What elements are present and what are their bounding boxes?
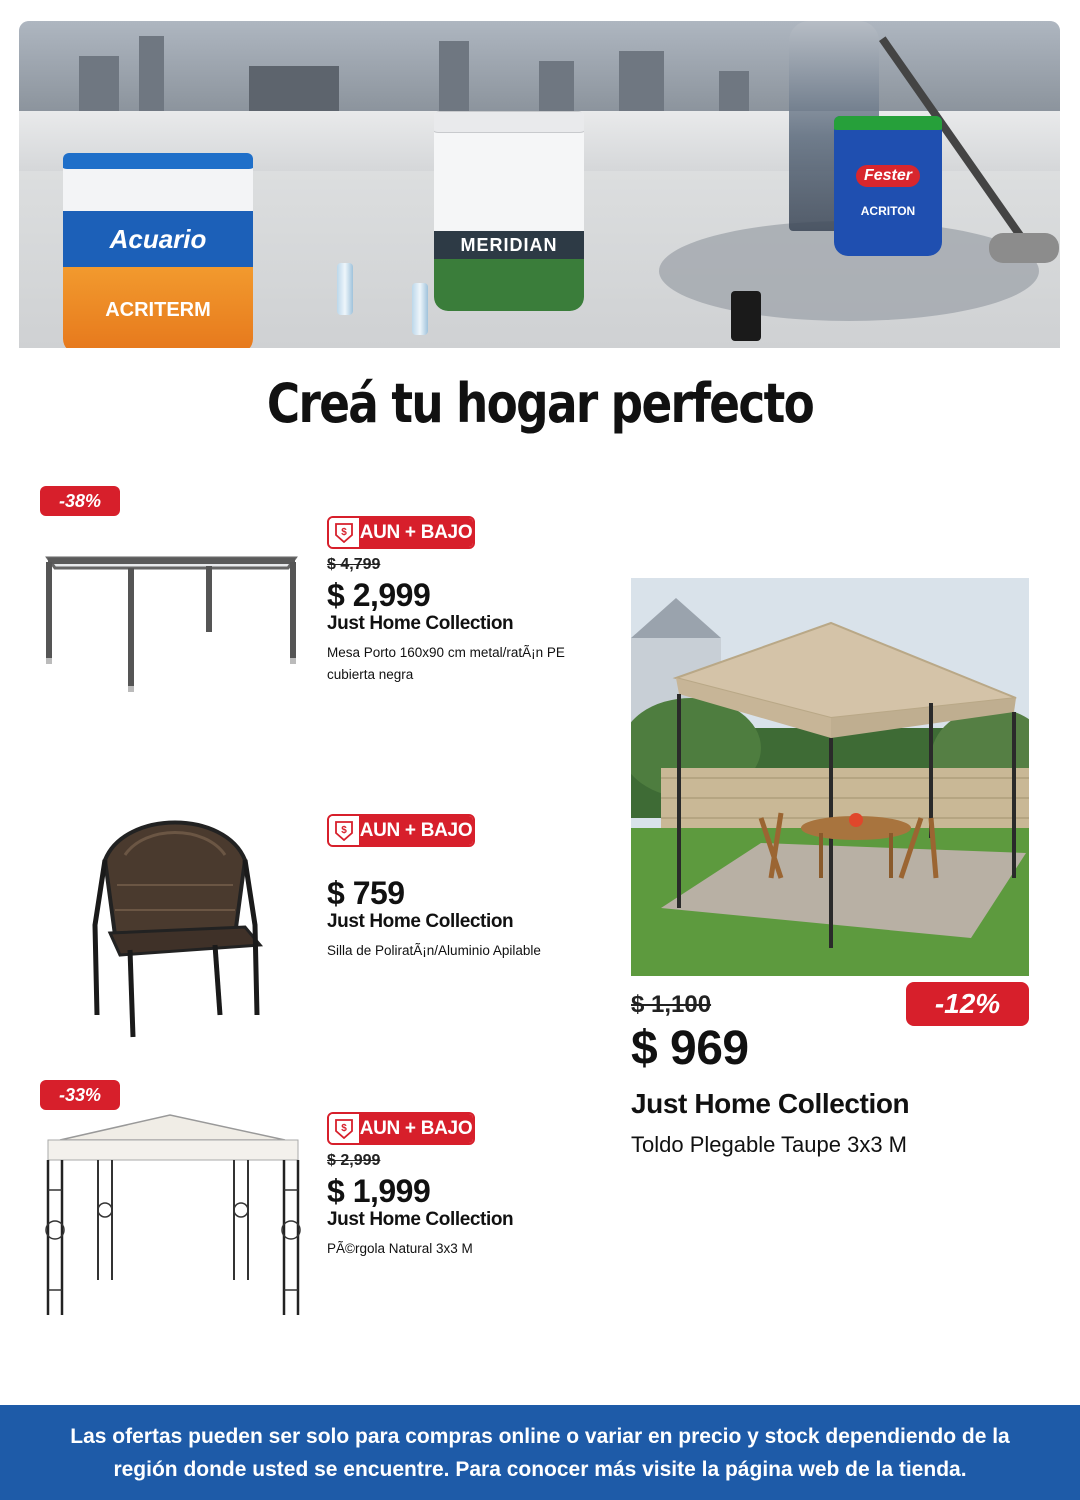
svg-text:$: $: [341, 526, 347, 538]
acuario-bucket: [63, 153, 253, 348]
acriterm-brand: ACRITERM: [63, 267, 253, 348]
price-down-icon: [329, 518, 359, 547]
product-image-chair[interactable]: [85, 815, 265, 1040]
disclaimer-text: Las ofertas pueden ser solo para compras online o variar en precio y stock dependiendo de la región donde usted se encuentre. Para conocer más visite la página web de la tienda.: [70, 1424, 1010, 1481]
current-price: $ 1,999: [327, 1173, 431, 1209]
featured-old-price: $ 1,100: [631, 991, 712, 1018]
discount-badge: -38%: [40, 486, 120, 516]
featured-current-price: $ 969: [631, 1022, 749, 1075]
fester-bucket: [834, 116, 942, 256]
product-image-pergola[interactable]: [40, 1110, 305, 1320]
old-price: $ 2,999: [327, 1152, 381, 1169]
featured-description: Toldo Plegable Taupe 3x3 M: [631, 1132, 908, 1157]
badge-label: AUN + BAJO: [359, 816, 473, 845]
current-price: $ 2,999: [327, 577, 431, 613]
old-price: $ 4,799: [327, 556, 381, 573]
product-description: Silla de PoliratÃ¡n/Aluminio Apilable: [327, 943, 541, 958]
hero-banner[interactable]: [19, 21, 1060, 348]
product-brand: Just Home Collection: [327, 613, 514, 634]
current-price: $ 759: [327, 875, 405, 911]
product-image-table[interactable]: [40, 540, 305, 700]
product-image-canopy[interactable]: [631, 578, 1029, 976]
paint-roller: [989, 233, 1059, 263]
aun-mas-bajo-badge: [327, 516, 475, 549]
meridian-brand: MERIDIAN: [434, 231, 584, 259]
discount-badge: -33%: [40, 1080, 120, 1110]
badge-label: AUN + BAJO: [359, 1114, 473, 1143]
aun-mas-bajo-badge: [327, 1112, 475, 1145]
acriton-brand: ACRITON: [860, 204, 916, 218]
product-description: Mesa Porto 160x90 cm metal/ratÃ¡n PE cubierta negra: [327, 645, 565, 682]
badge-label: AUN + BAJO: [359, 518, 473, 547]
svg-text:$: $: [341, 824, 347, 836]
water-bottle: [337, 263, 353, 315]
price-down-icon: [329, 1114, 359, 1143]
water-bottle: [412, 283, 428, 335]
acuario-brand: Acuario: [63, 211, 253, 267]
price-down-icon: [329, 816, 359, 845]
fester-brand: Fester: [856, 165, 920, 187]
featured-discount-badge: -12%: [906, 982, 1029, 1026]
meridian-bucket: [434, 111, 584, 311]
page-title: Creá tu hogar perfecto: [266, 372, 814, 435]
featured-brand: Just Home Collection: [631, 1088, 910, 1119]
svg-text:$: $: [341, 1122, 347, 1134]
disclaimer-footer: [0, 1405, 1080, 1500]
product-brand: Just Home Collection: [327, 911, 514, 932]
meridian-label: [434, 259, 584, 311]
paint-can: [731, 291, 761, 341]
aun-mas-bajo-badge: [327, 814, 475, 847]
product-description: PÃ©rgola Natural 3x3 M: [327, 1241, 473, 1256]
product-brand: Just Home Collection: [327, 1209, 514, 1230]
